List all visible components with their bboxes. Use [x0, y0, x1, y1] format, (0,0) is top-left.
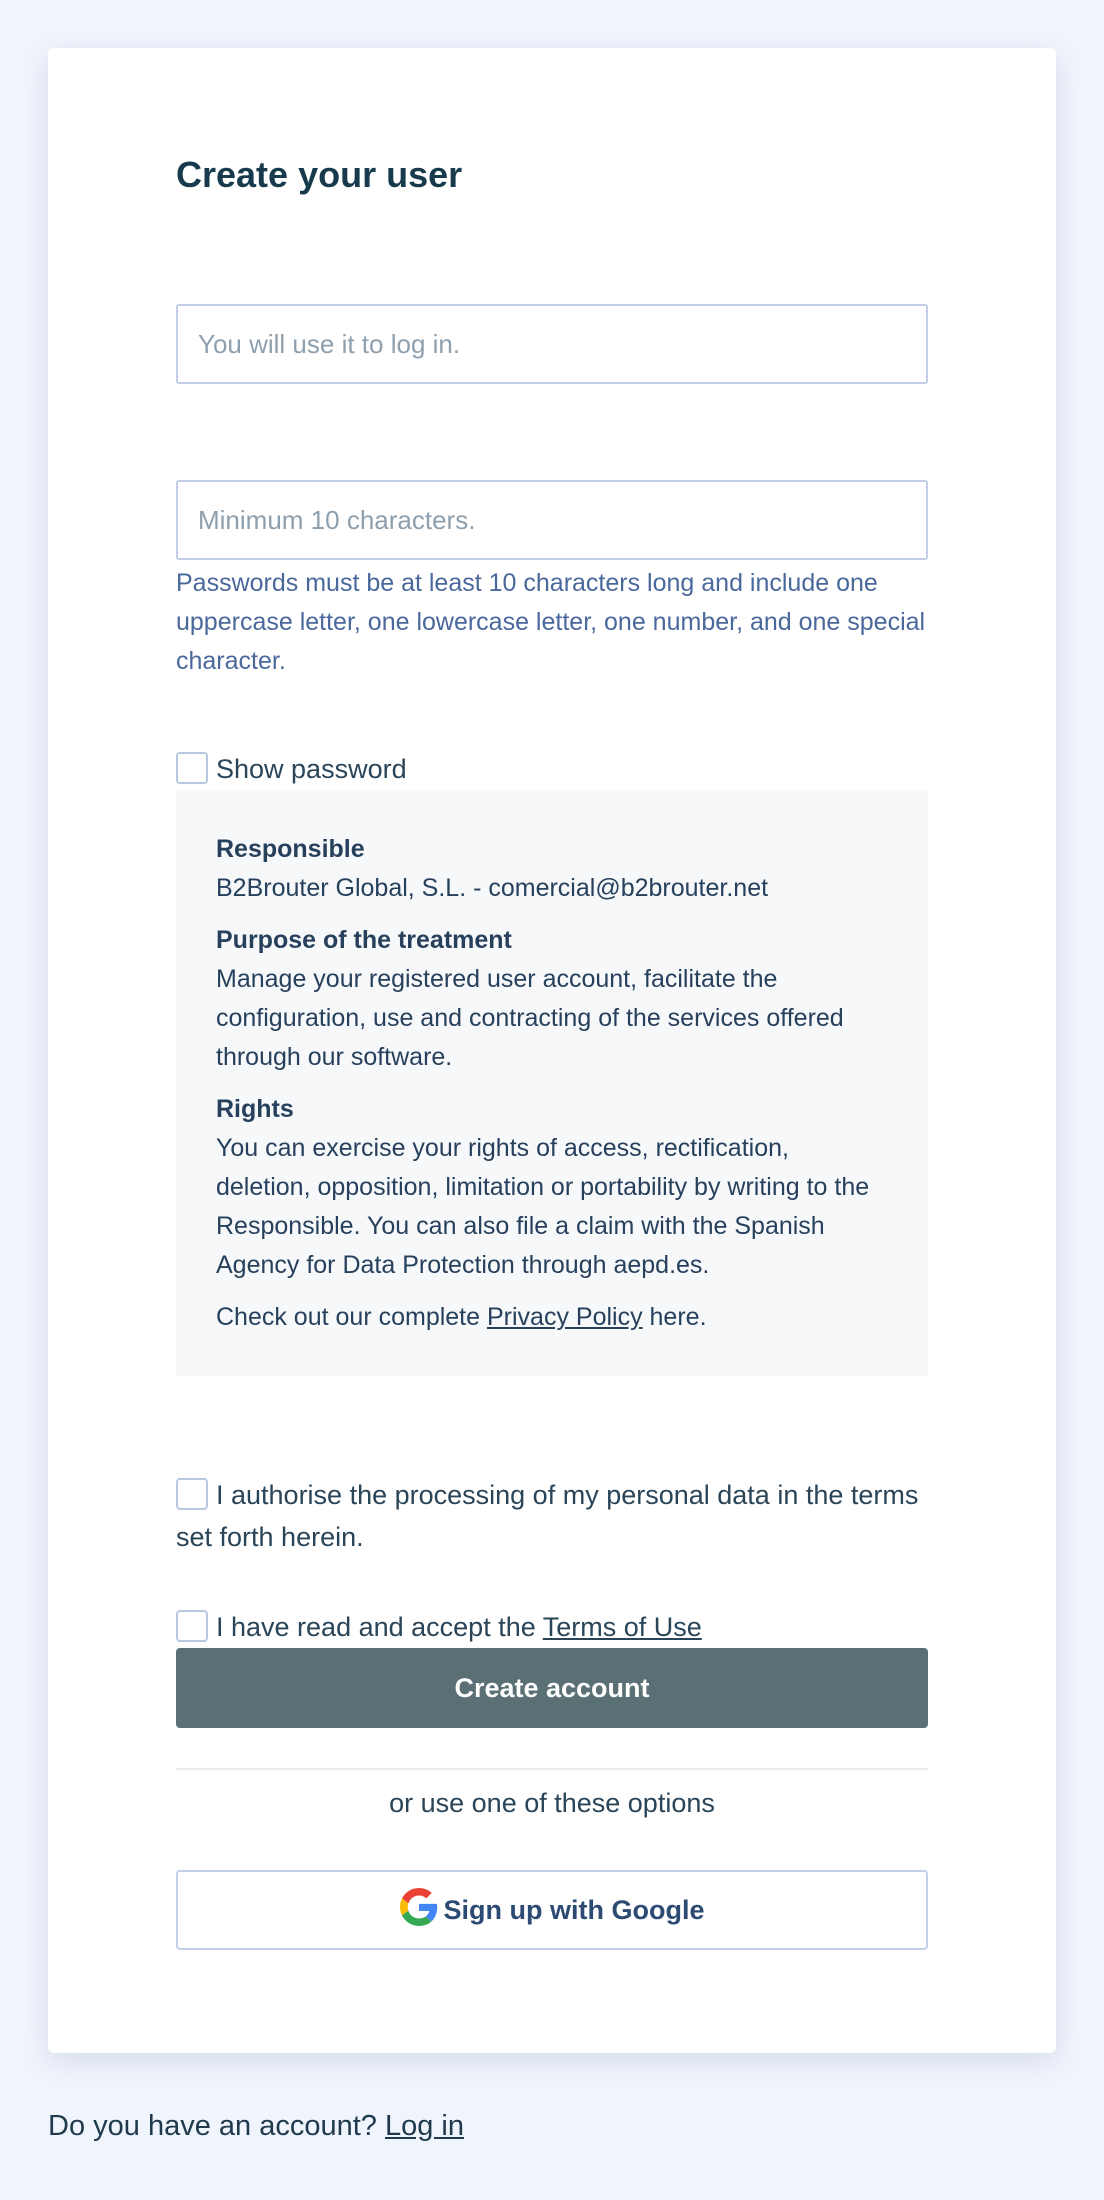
email-field[interactable] — [176, 304, 928, 384]
privacy-policy-line — [216, 1298, 888, 1337]
page-title: Create your user — [176, 154, 463, 195]
google-logo-icon — [400, 1888, 438, 1933]
policy-prefix: Check out our complete — [216, 1303, 481, 1331]
rights-text: You can exercise your rights of access, rectification, deletion, opposition, limitation or portability by writing to the Responsible. You can also file a claim with the Spanish Agency for Data Protection through aepd.es. — [216, 1134, 870, 1279]
purpose-text: Manage your registered user account, facilitate the configuration, use and contracting of the services offered through our software. — [216, 965, 844, 1071]
login-question: Do you have an account? — [48, 2110, 377, 2142]
terms-prefix[interactable]: I have read and accept the — [216, 1612, 536, 1642]
data-processing-consent-row — [176, 1474, 928, 1558]
password-field[interactable] — [176, 480, 928, 560]
google-signup-label: Sign up with Google — [443, 1894, 705, 1925]
show-password-checkbox[interactable] — [176, 752, 208, 784]
privacy-policy-link[interactable]: Privacy Policy — [486, 1303, 643, 1331]
alternative-options-text: or use one of these options — [389, 1788, 715, 1818]
divider — [176, 1768, 928, 1770]
data-processing-label[interactable]: I authorise the processing of my personal data in the terms set forth herein. — [176, 1480, 919, 1552]
privacy-info-box — [176, 790, 928, 1376]
responsible-text: B2Brouter Global, S.L. - comercial@b2brouter.net — [216, 874, 769, 902]
rights-title: Rights — [216, 1095, 294, 1123]
show-password-row — [176, 748, 928, 790]
terms-of-use-link[interactable]: Terms of Use — [542, 1612, 702, 1642]
show-password-label[interactable]: Show password — [216, 754, 407, 784]
policy-suffix: here. — [649, 1303, 707, 1331]
purpose-title: Purpose of the treatment — [216, 926, 512, 954]
login-link[interactable]: Log in — [384, 2110, 464, 2142]
data-processing-checkbox[interactable] — [176, 1478, 208, 1510]
password-hint: Passwords must be at least 10 characters long and include one uppercase letter, one lowercase letter, one number, and one special character. — [176, 569, 926, 675]
signup-card — [48, 48, 1056, 2053]
google-signup-button[interactable] — [176, 1870, 928, 1950]
create-account-button[interactable]: Create account — [176, 1648, 928, 1728]
login-prompt — [48, 2110, 464, 2143]
responsible-title: Responsible — [216, 835, 365, 863]
terms-checkbox[interactable] — [176, 1610, 208, 1642]
terms-consent-row — [176, 1606, 928, 1648]
